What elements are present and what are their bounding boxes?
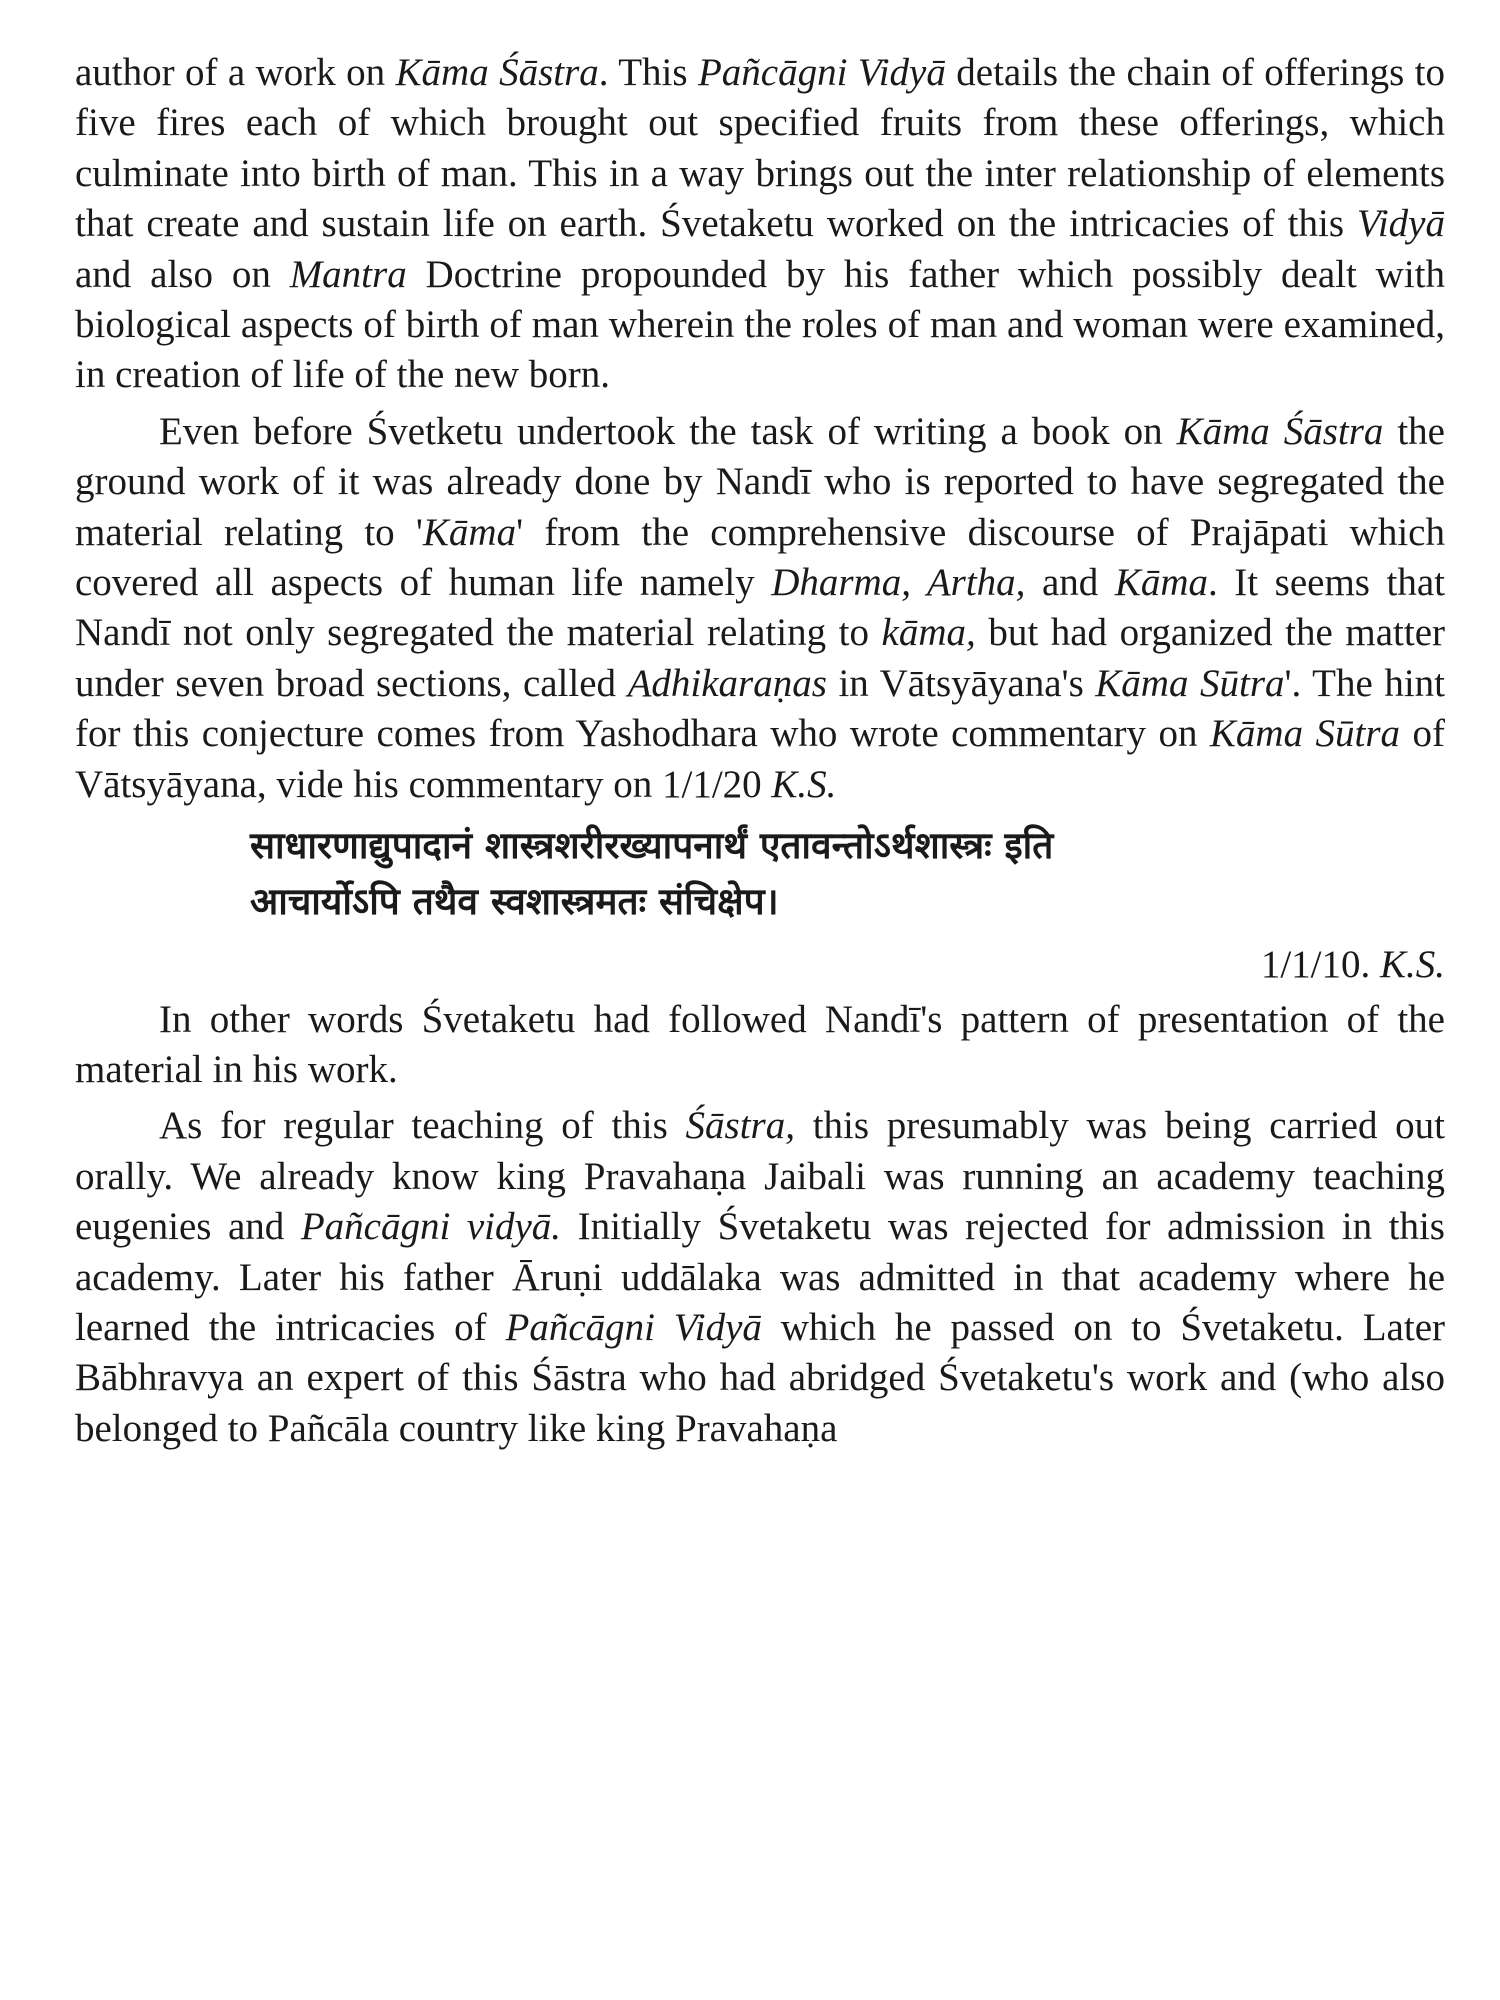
book-page xyxy=(75,48,1445,1454)
citation-number: 1/1/10. xyxy=(1260,943,1380,987)
text-run: and xyxy=(1025,561,1115,605)
text-run: which he passed on to Śvetaketu. Later Bābhravya an expert of this Śāstra who had abridged Śvetaketu's work and (who also belonged to Pañcāla country like king Pravahaṇa xyxy=(75,1305,1445,1450)
italic-text: Pañcāgni Vidyā xyxy=(697,51,946,94)
italic-text: Mantra xyxy=(289,252,407,296)
sanskrit-verse xyxy=(75,818,1445,930)
text-run: but had organized the matter under seven broad sections, called xyxy=(75,611,1446,705)
text-run: Initially Śvetaketu was rejected for admission in this academy. Later his father Āruṇi uddālaka was admitted in that academy where he learned the intricacies of xyxy=(75,1205,1445,1349)
paragraph-in-other-words xyxy=(75,995,1445,1096)
italic-text: Pañcāgni Vidyā xyxy=(505,1305,762,1349)
italic-text: Kāma xyxy=(422,510,517,554)
italic-text: Śāstra, xyxy=(685,1104,795,1148)
italic-text: Kāma Sūtra xyxy=(1209,712,1401,756)
italic-text: Vidyā xyxy=(1356,202,1445,246)
italic-text: Pañcāgni vidyā. xyxy=(300,1205,562,1249)
text-run: and also on xyxy=(75,252,290,296)
text-run: Doctrine propounded by his father which possibly dealt with biological aspects of birth of man wherein the roles of man and woman were examined, in creation of life of the new born. xyxy=(75,252,1445,397)
text-run: Even before Śvetketu undertook the task of writing a book on xyxy=(159,409,1177,453)
italic-text: Kāma xyxy=(1114,561,1208,605)
sanskrit-line-1: साधारणाद्युपादानं शास्त्रशरीरख्यापनार्थं एतावन्तोऽर्थशास्त्रः इति xyxy=(250,824,1054,868)
verse-citation xyxy=(75,940,1445,990)
italic-text: Kāma Śāstra xyxy=(395,51,599,94)
text-run: details the chain of offerings to five fires each of which brought out specified fruits from these offerings, which culminate into birth of man. This in a way brings out the inter relationship of elements that create and sustain life on earth. Śvetaketu worked on the intricacies of this xyxy=(75,51,1445,246)
text-run: author of a work on xyxy=(75,51,396,94)
text-run: the ground work of it was already done by Nandī who is reported to have segregated the material relating to ' xyxy=(75,409,1445,554)
text-run: ' from the comprehensive discourse of Prajāpati which covered all aspects of human life namely xyxy=(75,510,1445,605)
text-run: . This xyxy=(598,51,698,94)
italic-text: Kāma Sūtra xyxy=(1095,661,1285,705)
italic-text: Dharma, Artha, xyxy=(771,561,1026,605)
paragraph-five-fires xyxy=(75,48,1445,401)
italic-text: K.S. xyxy=(771,762,837,806)
italic-text: Kāma Śāstra xyxy=(1176,409,1384,453)
text-run: this presumably was being carried out orally. We already know king Pravahaṇa Jaibali was running an academy teaching eugenies and xyxy=(75,1104,1445,1249)
sanskrit-line-2: आचार्योऽपि तथैव स्वशास्त्रमतः संचिक्षेप। xyxy=(250,880,779,924)
italic-text: kāma, xyxy=(881,611,976,655)
text-run: . It seems that Nandī not only segregated the material relating to xyxy=(75,561,1445,655)
citation-source: K.S. xyxy=(1379,943,1445,987)
italic-text: Adhikaraṇas xyxy=(627,661,827,705)
paragraph-regular-teaching xyxy=(75,1101,1445,1454)
text-run: in Vātsyāyana's xyxy=(826,661,1096,705)
paragraph-nandi xyxy=(75,407,1445,810)
text-run: of Vātsyāyana, vide his commentary on 1/1/20 xyxy=(75,712,1445,806)
text-run: In other words Śvetaketu had followed Nandī's pattern of presentation of the material in his work. xyxy=(75,997,1445,1091)
text-run: As for regular teaching of this xyxy=(159,1104,686,1148)
text-run: '. The hint for this conjecture comes from Yashodhara who wrote commentary on xyxy=(75,661,1445,756)
